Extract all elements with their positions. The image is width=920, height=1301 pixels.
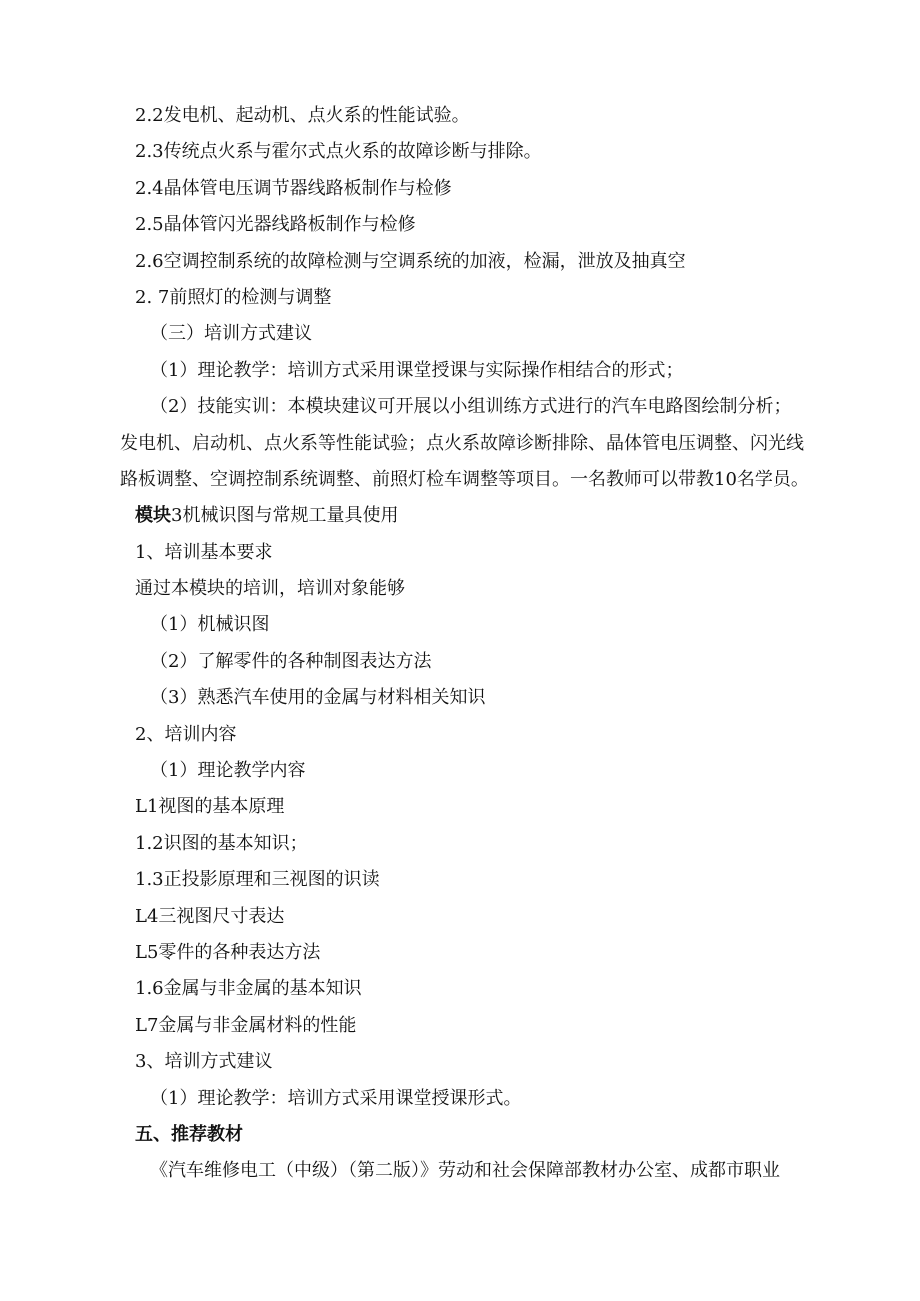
text-line: （1）机械识图 bbox=[150, 614, 270, 636]
text-line: （1）理论教学内容 bbox=[150, 760, 306, 782]
text-line: （2）技能实训：本模块建议可开展以小组训练方式进行的汽车电路图绘制分析； bbox=[150, 396, 792, 418]
text-line: L5零件的各种表达方法 bbox=[135, 941, 321, 963]
text-line: 2、培训内容 bbox=[135, 723, 237, 745]
module-heading bbox=[0, 498, 920, 534]
text-line: 2. 7前照灯的检测与调整 bbox=[135, 286, 332, 308]
text-line: 2.4晶体管电压调节器线路板制作与检修 bbox=[135, 177, 452, 199]
module-prefix: 模块 bbox=[135, 505, 171, 527]
text-line: （1）理论教学：培训方式采用课堂授课形式。 bbox=[150, 1087, 522, 1109]
section-heading: （三）培训方式建议 bbox=[150, 323, 312, 345]
text-line: L1视图的基本原理 bbox=[135, 796, 285, 818]
text-line: 2.2发电机、起动机、点火系的性能试验。 bbox=[135, 105, 470, 126]
text-line: （2）了解零件的各种制图表达方法 bbox=[150, 650, 432, 672]
text-line: L7金属与非金属材料的性能 bbox=[135, 1014, 357, 1036]
text-line: 2.3传统点火系与霍尔式点火系的故障诊断与排除。 bbox=[135, 141, 542, 163]
text-line: 1.6金属与非金属的基本知识 bbox=[135, 978, 362, 1000]
text-line: 1.3正投影原理和三视图的识读 bbox=[135, 869, 380, 891]
text-line: （1）理论教学：培训方式采用课堂授课与实际操作相结合的形式； bbox=[150, 359, 684, 381]
text-line: 2.5晶体管闪光器线路板制作与检修 bbox=[135, 214, 416, 236]
text-line: 1、培训基本要求 bbox=[135, 541, 273, 563]
text-line: 2.6空调控制系统的故障检测与空调系统的加液，检漏，泄放及抽真空 bbox=[135, 250, 686, 272]
text-line: 1.2识图的基本知识； bbox=[135, 832, 308, 854]
text-line: （3）熟悉汽车使用的金属与材料相关知识 bbox=[150, 687, 486, 709]
module-title: 3机械识图与常规工量具使用 bbox=[171, 505, 399, 527]
text-line: 通过本模块的培训，培训对象能够 bbox=[135, 578, 405, 600]
text-line: 发电机、启动机、点火系等性能试验；点火系故障诊断排除、晶体管电压调整、闪光线 bbox=[120, 432, 804, 454]
text-line: L4三视图尺寸表达 bbox=[135, 905, 285, 927]
text-line: 3、培训方式建议 bbox=[135, 1051, 273, 1073]
text-line: 路板调整、空调控制系统调整、前照灯检车调整等项目。一名教师可以带教10名学员。 bbox=[120, 468, 809, 490]
document-page bbox=[0, 98, 920, 1190]
chapter-heading: 五、推荐教材 bbox=[135, 1123, 243, 1145]
text-line: 《汽车维修电工（中级）（第二版）》劳动和社会保障部教材办公室、成都市职业 bbox=[150, 1160, 780, 1182]
